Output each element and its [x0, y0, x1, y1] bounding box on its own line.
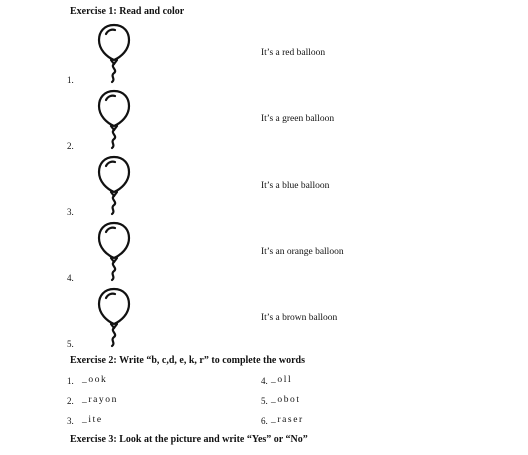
exercise2-title: Exercise 2: Write “b, c,d, e, k, r” to complete the words	[70, 355, 305, 366]
item-number: 4.	[67, 273, 74, 283]
item-sentence: It’s a blue balloon	[261, 181, 330, 191]
word-number: 5.	[261, 396, 268, 406]
item-sentence: It’s a red balloon	[261, 48, 326, 58]
item-sentence: It’s an orange balloon	[261, 247, 344, 257]
word-blank: _ite	[82, 415, 103, 425]
word-blank: _ook	[82, 375, 108, 385]
word-blank: _oll	[271, 375, 293, 385]
item-number: 5.	[67, 339, 74, 349]
item-sentence: It’s a brown balloon	[261, 313, 338, 323]
word-blank: _raser	[271, 415, 304, 425]
word-number: 2.	[67, 396, 74, 406]
item-number: 2.	[67, 141, 74, 151]
word-number: 3.	[67, 416, 74, 426]
balloon-outline-icon	[96, 220, 132, 282]
word-number: 4.	[261, 376, 268, 386]
exercise3-title: Exercise 3: Look at the picture and write “Yes” or “No”	[70, 434, 308, 445]
balloon-outline-icon	[96, 88, 132, 150]
item-number: 1.	[67, 75, 74, 85]
exercise1-title: Exercise 1: Read and color	[70, 6, 185, 17]
word-number: 1.	[67, 376, 74, 386]
item-number: 3.	[67, 207, 74, 217]
word-blank: _rayon	[82, 395, 118, 405]
balloon-outline-icon	[96, 286, 132, 348]
item-sentence: It’s a green balloon	[261, 114, 335, 124]
word-blank: _obot	[271, 395, 301, 405]
word-number: 6.	[261, 416, 268, 426]
balloon-outline-icon	[96, 22, 132, 84]
balloon-outline-icon	[96, 154, 132, 216]
